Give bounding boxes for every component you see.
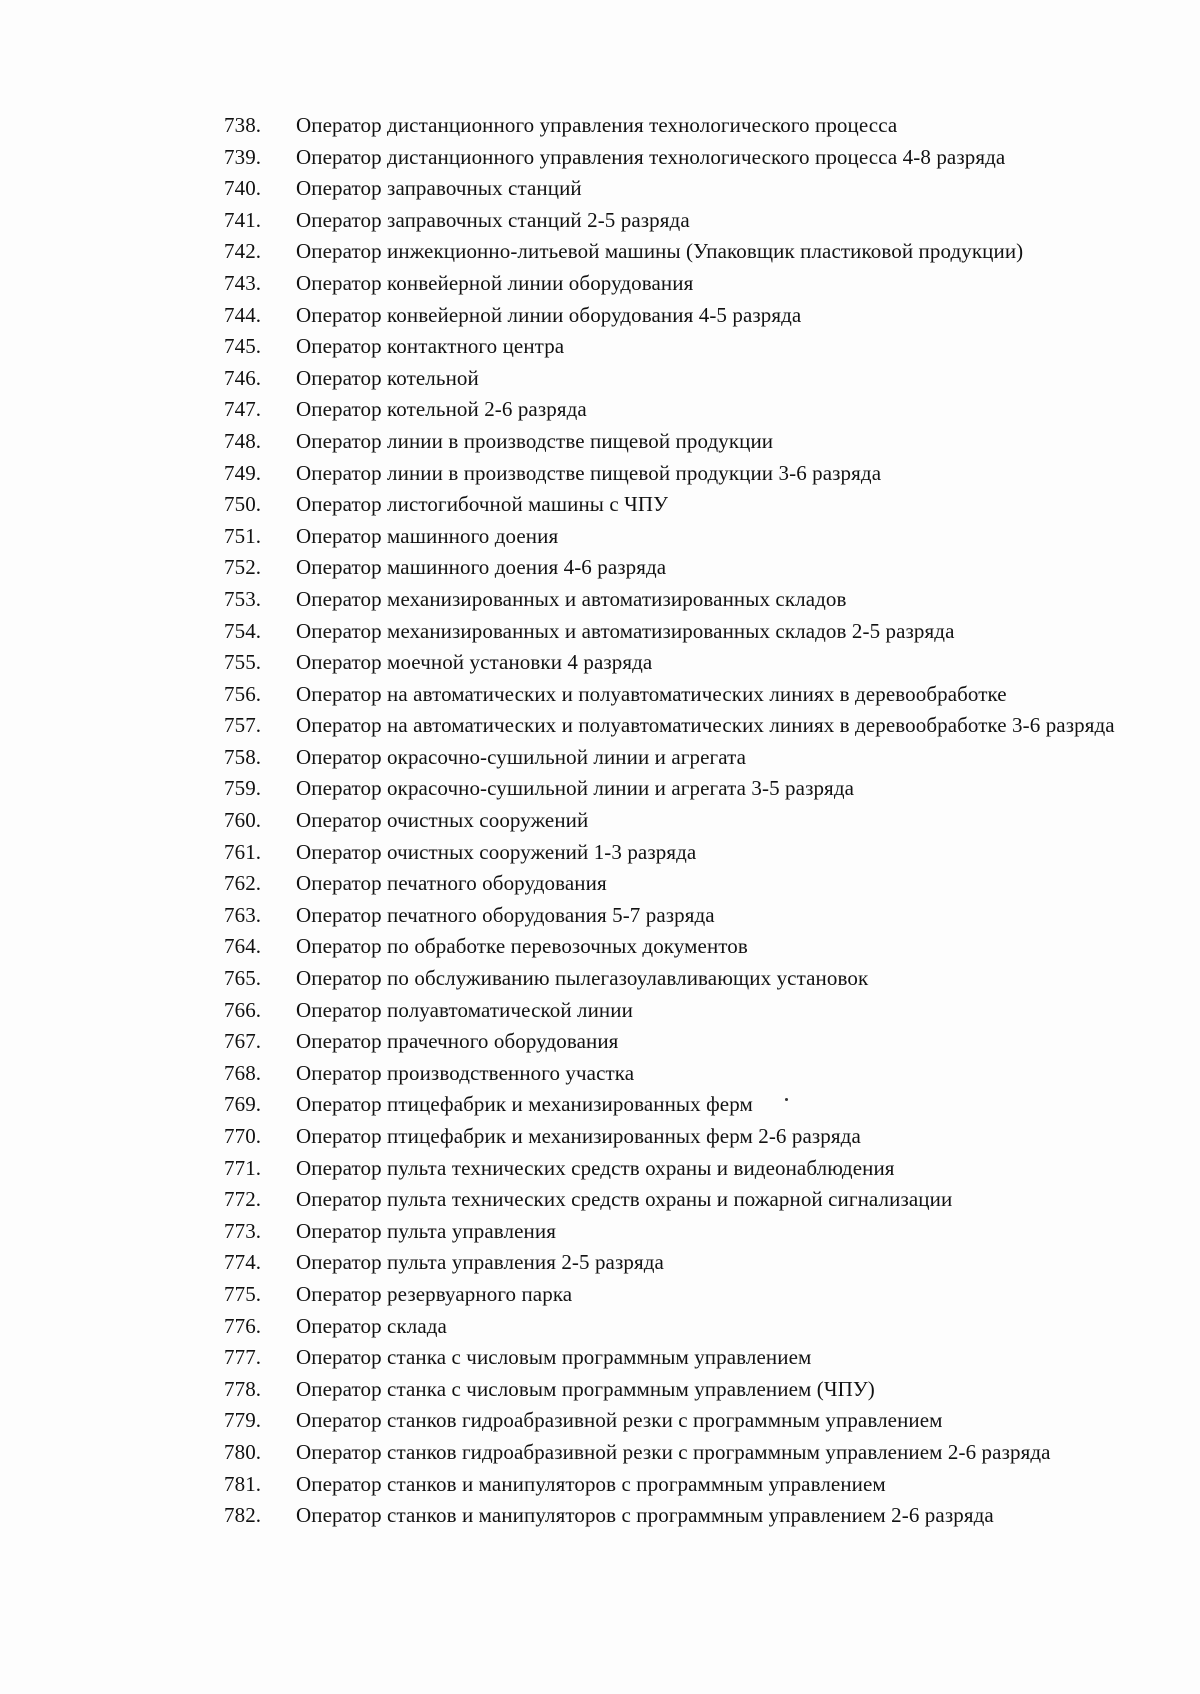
item-number: 776.	[224, 1313, 262, 1338]
list-item	[224, 1407, 1184, 1439]
item-text: Оператор котельной 2-6 разряда	[296, 397, 587, 422]
item-number: 766.	[224, 997, 262, 1022]
item-text: Оператор на автоматических и полуавтоматических линиях в деревообработке	[296, 681, 1007, 706]
item-number: 769.	[224, 1092, 262, 1117]
list-item	[224, 1471, 1184, 1503]
list-item	[224, 807, 1184, 839]
list-item	[224, 175, 1184, 207]
list-item	[224, 1313, 1184, 1345]
item-text: Оператор механизированных и автоматизированных складов	[296, 586, 847, 611]
list-item	[224, 1344, 1184, 1376]
item-number: 745.	[224, 334, 262, 359]
item-number: 753.	[224, 586, 262, 611]
item-number: 750.	[224, 492, 262, 517]
item-number: 742.	[224, 239, 262, 264]
list-item	[224, 1155, 1184, 1187]
item-text: Оператор конвейерной линии оборудования	[296, 270, 694, 295]
item-number: 777.	[224, 1345, 262, 1370]
item-text: Оператор дистанционного управления технологического процесса	[296, 113, 898, 137]
item-number: 764.	[224, 934, 262, 959]
list-item	[224, 1218, 1184, 1250]
item-text: Оператор станков и манипуляторов с программным управлением 2-6 разряда	[296, 1503, 994, 1528]
list-item	[224, 712, 1184, 744]
list-item	[224, 1376, 1184, 1408]
item-number: 772.	[224, 1187, 262, 1212]
item-text: Оператор конвейерной линии оборудования 4-5 разряда	[296, 302, 802, 327]
item-text: Оператор листогибочной машины с ЧПУ	[296, 492, 669, 517]
item-text: Оператор станков гидроабразивной резки с программным управлением	[296, 1408, 943, 1433]
list-item	[224, 1439, 1184, 1471]
item-text: Оператор инжекционно-литьевой машины (Упаковщик пластиковой продукции)	[296, 239, 1024, 264]
item-text: Оператор заправочных станций	[296, 176, 582, 201]
list-item	[224, 207, 1184, 239]
item-number: 752.	[224, 555, 262, 580]
item-number: 763.	[224, 902, 262, 927]
list-item	[224, 902, 1184, 934]
item-text: Оператор окрасочно-сушильной линии и агрегата 3-5 разряда	[296, 776, 855, 801]
list-item	[224, 112, 1184, 144]
list-item	[224, 302, 1184, 334]
list-item	[224, 839, 1184, 871]
item-number: 747.	[224, 397, 262, 422]
list-item	[224, 1281, 1184, 1313]
item-number: 773.	[224, 1218, 262, 1243]
profession-list	[224, 112, 1184, 1534]
item-number: 754.	[224, 618, 262, 643]
item-text: Оператор станка с числовым программным управлением	[296, 1345, 812, 1370]
list-item	[224, 491, 1184, 523]
item-text: Оператор пульта управления 2-5 разряда	[296, 1250, 664, 1275]
list-item	[224, 1028, 1184, 1060]
item-number: 782.	[224, 1503, 262, 1528]
item-text: Оператор резервуарного парка	[296, 1281, 573, 1306]
item-text: Оператор полуавтоматической линии	[296, 997, 633, 1022]
item-number: 778.	[224, 1376, 262, 1401]
item-text: Оператор на автоматических и полуавтоматических линиях в деревообработке 3-6 разряда	[296, 713, 1115, 738]
list-item	[224, 933, 1184, 965]
item-number: 771.	[224, 1155, 262, 1180]
list-item	[224, 586, 1184, 618]
list-item	[224, 428, 1184, 460]
item-number: 759.	[224, 776, 262, 801]
item-number: 739.	[224, 144, 262, 169]
list-item	[224, 365, 1184, 397]
item-number: 755.	[224, 650, 262, 675]
list-item	[224, 554, 1184, 586]
item-number: 761.	[224, 839, 262, 864]
item-number: 751.	[224, 523, 262, 548]
item-text: Оператор склада	[296, 1313, 447, 1338]
list-item	[224, 744, 1184, 776]
item-text: Оператор станков и манипуляторов с программным управлением	[296, 1471, 886, 1496]
item-text: Оператор механизированных и автоматизированных складов 2-5 разряда	[296, 618, 955, 643]
item-text: Оператор машинного доения 4-6 разряда	[296, 555, 667, 580]
item-number: 768.	[224, 1060, 262, 1085]
list-item	[224, 681, 1184, 713]
list-item	[224, 270, 1184, 302]
list-item	[224, 1060, 1184, 1092]
list-item	[224, 618, 1184, 650]
item-text: Оператор заправочных станций 2-5 разряда	[296, 207, 690, 232]
item-text: Оператор пульта технических средств охраны и пожарной сигнализации	[296, 1187, 953, 1212]
item-number: 756.	[224, 681, 262, 706]
item-number: 749.	[224, 460, 262, 485]
list-item	[224, 649, 1184, 681]
item-number: 741.	[224, 207, 262, 232]
list-item	[224, 333, 1184, 365]
item-number: 779.	[224, 1408, 262, 1433]
list-item	[224, 870, 1184, 902]
list-item	[224, 965, 1184, 997]
item-text: Оператор птицефабрик и механизированных ферм 2-6 разряда	[296, 1124, 861, 1148]
item-number: 775.	[224, 1281, 262, 1306]
list-item	[224, 238, 1184, 270]
item-number: 762.	[224, 871, 262, 896]
item-text: Оператор линии в производстве пищевой продукции 3-6 разряда	[296, 460, 882, 485]
item-number: 740.	[224, 176, 262, 201]
item-number: 760.	[224, 808, 262, 833]
item-text: Оператор котельной	[296, 365, 479, 390]
item-text: Оператор станка с числовым программным управлением (ЧПУ)	[296, 1376, 875, 1401]
item-number: 746.	[224, 365, 262, 390]
item-text: Оператор линии в производстве пищевой продукции	[296, 428, 774, 453]
list-item	[224, 523, 1184, 555]
item-text: Оператор по обработке перевозочных документов	[296, 934, 748, 959]
item-text: Оператор птицефабрик и механизированных ферм	[296, 1092, 753, 1117]
item-text: Оператор окрасочно-сушильной линии и агрегата	[296, 744, 747, 769]
scan-speck	[785, 1098, 788, 1101]
item-text: Оператор пульта управления	[296, 1218, 556, 1243]
item-text: Оператор пульта технических средств охраны и видеонаблюдения	[296, 1155, 895, 1180]
list-item	[224, 460, 1184, 492]
item-text: Оператор производственного участка	[296, 1060, 635, 1085]
list-item	[224, 1091, 1184, 1123]
list-item	[224, 396, 1184, 428]
list-item	[224, 1186, 1184, 1218]
item-text: Оператор печатного оборудования	[296, 871, 607, 896]
item-text: Оператор станков гидроабразивной резки с программным управлением 2-6 разряда	[296, 1439, 1051, 1464]
item-number: 781.	[224, 1471, 262, 1496]
item-text: Оператор по обслуживанию пылегазоулавливающих установок	[296, 966, 869, 991]
item-number: 748.	[224, 428, 262, 453]
list-item	[224, 1249, 1184, 1281]
list-item	[224, 775, 1184, 807]
list-item	[224, 1502, 1184, 1534]
list-item	[224, 997, 1184, 1029]
item-number: 738.	[224, 113, 262, 137]
item-number: 774.	[224, 1250, 262, 1275]
item-text: Оператор прачечного оборудования	[296, 1029, 619, 1054]
item-text: Оператор печатного оборудования 5-7 разряда	[296, 902, 715, 927]
item-number: 744.	[224, 302, 262, 327]
item-text: Оператор очистных сооружений	[296, 808, 589, 833]
item-text: Оператор моечной установки 4 разряда	[296, 650, 653, 675]
item-number: 780.	[224, 1439, 262, 1464]
item-number: 743.	[224, 270, 262, 295]
item-text: Оператор контактного центра	[296, 334, 565, 359]
item-text: Оператор очистных сооружений 1-3 разряда	[296, 839, 697, 864]
list-item	[224, 144, 1184, 176]
item-number: 758.	[224, 744, 262, 769]
list-item	[224, 1123, 1184, 1155]
item-number: 770.	[224, 1124, 262, 1148]
item-number: 767.	[224, 1029, 262, 1054]
item-text: Оператор машинного доения	[296, 523, 559, 548]
item-number: 757.	[224, 713, 262, 738]
item-text: Оператор дистанционного управления технологического процесса 4-8 разряда	[296, 144, 1006, 169]
item-number: 765.	[224, 966, 262, 991]
